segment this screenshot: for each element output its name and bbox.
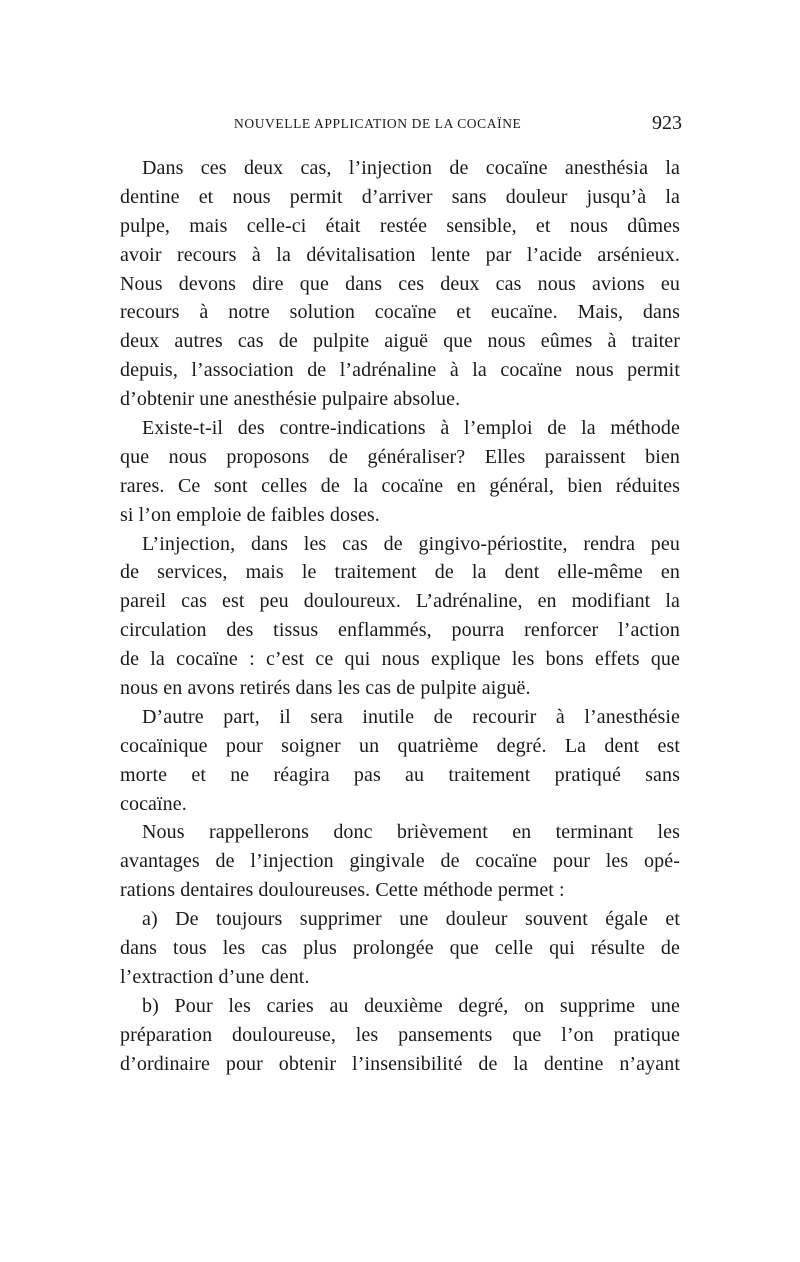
text-line: circulation des tissus enflammés, pourra renforcer l’action bbox=[120, 619, 680, 642]
text-line: Nous devons dire que dans ces deux cas nous avions eu bbox=[120, 272, 680, 295]
text-line: b) Pour les caries au deuxième degré, on supprime une bbox=[142, 994, 680, 1017]
body-text bbox=[120, 154, 680, 1079]
text-line: d’ordinaire pour obtenir l’insensibilité de la dentine n’ayant bbox=[120, 1052, 680, 1075]
page-number: 923 bbox=[652, 112, 682, 134]
running-header bbox=[120, 112, 682, 140]
text-line: depuis, l’association de l’adrénaline à la cocaïne nous permit bbox=[120, 359, 680, 382]
text-line: si l’on emploie de faibles doses. bbox=[120, 503, 380, 526]
text-line: rations dentaires douloureuses. Cette méthode permet : bbox=[120, 879, 565, 902]
text-line: Existe-t-il des contre-indications à l’emploi de la méthode bbox=[142, 417, 680, 440]
running-title: NOUVELLE APPLICATION DE LA COCAÏNE bbox=[234, 116, 522, 131]
text-line: avantages de l’injection gingivale de cocaïne pour les opé- bbox=[120, 850, 680, 873]
text-line: Dans ces deux cas, l’injection de cocaïne anesthésia la bbox=[142, 157, 680, 179]
text-line: Nous rappellerons donc brièvement en terminant les bbox=[142, 821, 680, 844]
text-line: morte et ne réagira pas au traitement pratiqué sans bbox=[120, 763, 680, 786]
text-line: L’injection, dans les cas de gingivo-périostite, rendra peu bbox=[142, 532, 680, 555]
text-line: a) De toujours supprimer une douleur souvent égale et bbox=[142, 908, 680, 931]
text-line: de services, mais le traitement de la dent elle-même en bbox=[120, 561, 680, 584]
text-line: de la cocaïne : c’est ce qui nous explique les bons effets que bbox=[120, 648, 680, 671]
text-line: cocaïne. bbox=[120, 792, 187, 815]
text-line: pulpe, mais celle-ci était restée sensible, et nous dûmes bbox=[120, 214, 680, 237]
text-line: deux autres cas de pulpite aiguë que nous eûmes à traiter bbox=[120, 330, 680, 353]
text-line: dans tous les cas plus prolongée que celle qui résulte de bbox=[120, 937, 680, 960]
text-line: que nous proposons de généraliser? Elles paraissent bien bbox=[120, 445, 680, 468]
text-line: recours à notre solution cocaïne et eucaïne. Mais, dans bbox=[120, 301, 680, 324]
text-line: dentine et nous permit d’arriver sans douleur jusqu’à la bbox=[120, 185, 680, 208]
text-line: avoir recours à la dévitalisation lente par l’acide arsénieux. bbox=[120, 243, 680, 266]
text-line: préparation douloureuse, les pansements que l’on pratique bbox=[120, 1023, 680, 1046]
text-line: cocaïnique pour soigner un quatrième degré. La dent est bbox=[120, 734, 680, 757]
text-line: rares. Ce sont celles de la cocaïne en général, bien réduites bbox=[120, 474, 680, 497]
text-line: l’extraction d’une dent. bbox=[120, 965, 310, 988]
text-line: d’obtenir une anesthésie pulpaire absolue. bbox=[120, 388, 461, 411]
text-line: D’autre part, il sera inutile de recourir à l’anesthésie bbox=[142, 705, 680, 728]
text-line: nous en avons retirés dans les cas de pulpite aiguë. bbox=[120, 677, 531, 700]
text-line: pareil cas est peu douloureux. L’adrénaline, en modifiant la bbox=[120, 590, 680, 613]
